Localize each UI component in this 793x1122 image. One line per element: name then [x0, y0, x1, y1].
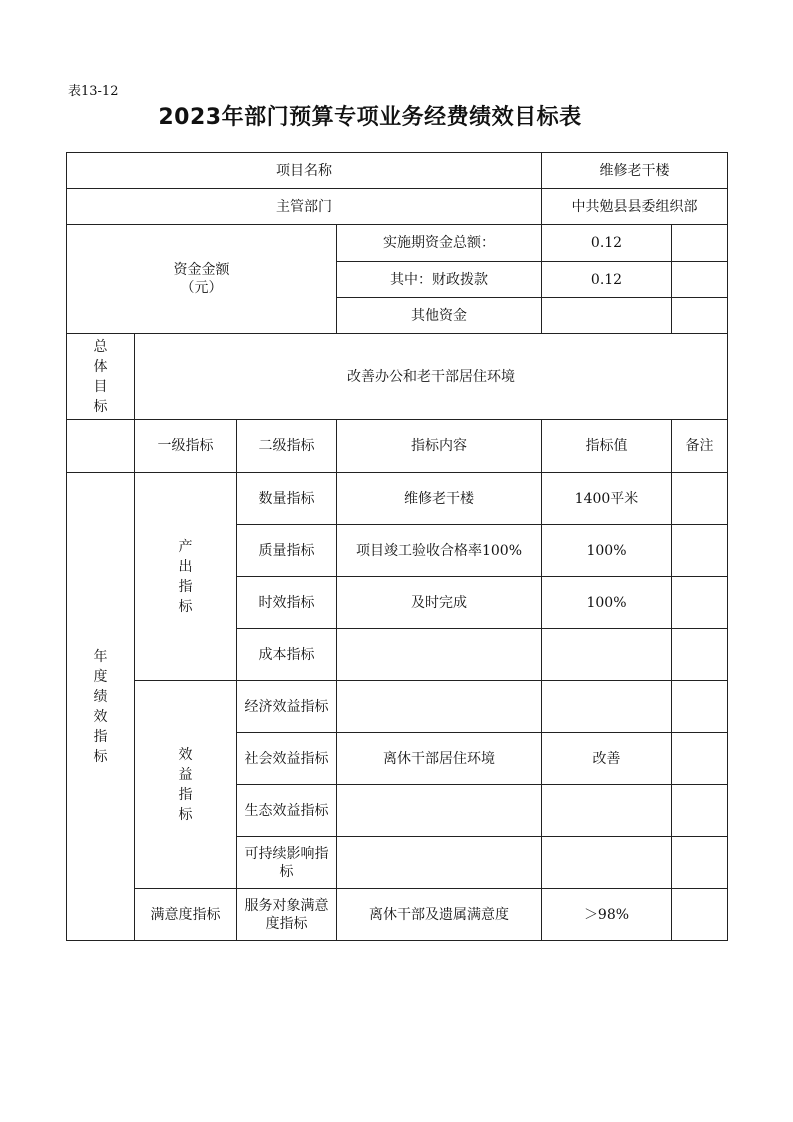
value-cell	[542, 837, 672, 889]
satisfaction-level2: 服务对象满意度指标	[237, 889, 337, 941]
funds-total-label: 实施期资金总额：	[337, 225, 542, 262]
header-value: 指标值	[542, 420, 672, 473]
level2-cell: 可持续影响指标	[237, 837, 337, 889]
level2-cell: 质量指标	[237, 525, 337, 577]
funds-fiscal-label: 其中：财政拨款	[337, 262, 542, 298]
header-row	[67, 420, 728, 473]
overall-goal-label: 总体目标	[93, 338, 108, 415]
value-cell: 改善	[542, 733, 672, 785]
level2-cell: 成本指标	[237, 629, 337, 681]
benefit-label: 效益指标	[178, 746, 193, 823]
value-cell	[542, 785, 672, 837]
content-cell: 离休干部居住环境	[337, 733, 542, 785]
annual-label: 年度绩效指标	[93, 648, 108, 765]
overall-goal-row	[67, 334, 728, 420]
value-cell	[542, 681, 672, 733]
header-blank	[67, 420, 135, 473]
funds-total-spacer	[672, 225, 728, 262]
note-cell	[672, 473, 728, 525]
funds-total-row	[67, 225, 728, 262]
funds-fiscal-value: 0.12	[542, 262, 672, 298]
table-row	[67, 681, 728, 733]
overall-goal-label-cell	[67, 334, 135, 420]
funds-other-label: 其他资金	[337, 298, 542, 334]
performance-table	[66, 152, 728, 941]
table-row	[67, 473, 728, 525]
note-cell	[672, 577, 728, 629]
content-cell: 及时完成	[337, 577, 542, 629]
funds-other-value	[542, 298, 672, 334]
department-row	[67, 189, 728, 225]
value-cell: 1400平米	[542, 473, 672, 525]
project-row	[67, 153, 728, 189]
note-cell	[672, 681, 728, 733]
level2-cell: 数量指标	[237, 473, 337, 525]
level2-cell: 经济效益指标	[237, 681, 337, 733]
header-content: 指标内容	[337, 420, 542, 473]
level2-cell: 时效指标	[237, 577, 337, 629]
page-title: 2023年部门预算专项业务经费绩效目标表	[158, 105, 582, 130]
department-value: 中共勉县县委组织部	[542, 189, 728, 225]
content-cell	[337, 837, 542, 889]
benefit-label-cell	[135, 681, 237, 889]
note-cell	[672, 733, 728, 785]
header-level2: 二级指标	[237, 420, 337, 473]
note-cell	[672, 629, 728, 681]
funds-other-spacer	[672, 298, 728, 334]
table-code: 表13-12	[68, 84, 119, 99]
note-cell	[672, 837, 728, 889]
note-cell	[672, 785, 728, 837]
content-cell: 项目竣工验收合格率100%	[337, 525, 542, 577]
satisfaction-note	[672, 889, 728, 941]
funds-unit: （元）	[180, 280, 223, 296]
value-cell	[542, 629, 672, 681]
output-label-cell	[135, 473, 237, 681]
project-value: 维修老干楼	[542, 153, 728, 189]
content-cell	[337, 785, 542, 837]
level2-cell: 社会效益指标	[237, 733, 337, 785]
satisfaction-label: 满意度指标	[135, 889, 237, 941]
note-cell	[672, 525, 728, 577]
satisfaction-content: 离休干部及遗属满意度	[337, 889, 542, 941]
content-cell	[337, 629, 542, 681]
funds-label-cell	[67, 225, 337, 334]
value-cell: 100%	[542, 525, 672, 577]
funds-label: 资金金额	[173, 262, 230, 278]
overall-goal-value: 改善办公和老干部居住环境	[135, 334, 728, 420]
annual-label-cell	[67, 473, 135, 941]
funds-fiscal-spacer	[672, 262, 728, 298]
header-note: 备注	[672, 420, 728, 473]
satisfaction-value: ＞98%	[542, 889, 672, 941]
satisfaction-row	[67, 889, 728, 941]
content-cell: 维修老干楼	[337, 473, 542, 525]
level2-cell: 生态效益指标	[237, 785, 337, 837]
department-label: 主管部门	[67, 189, 542, 225]
header-level1: 一级指标	[135, 420, 237, 473]
funds-total-value: 0.12	[542, 225, 672, 262]
output-label: 产出指标	[178, 538, 193, 615]
content-cell	[337, 681, 542, 733]
value-cell: 100%	[542, 577, 672, 629]
project-label: 项目名称	[67, 153, 542, 189]
